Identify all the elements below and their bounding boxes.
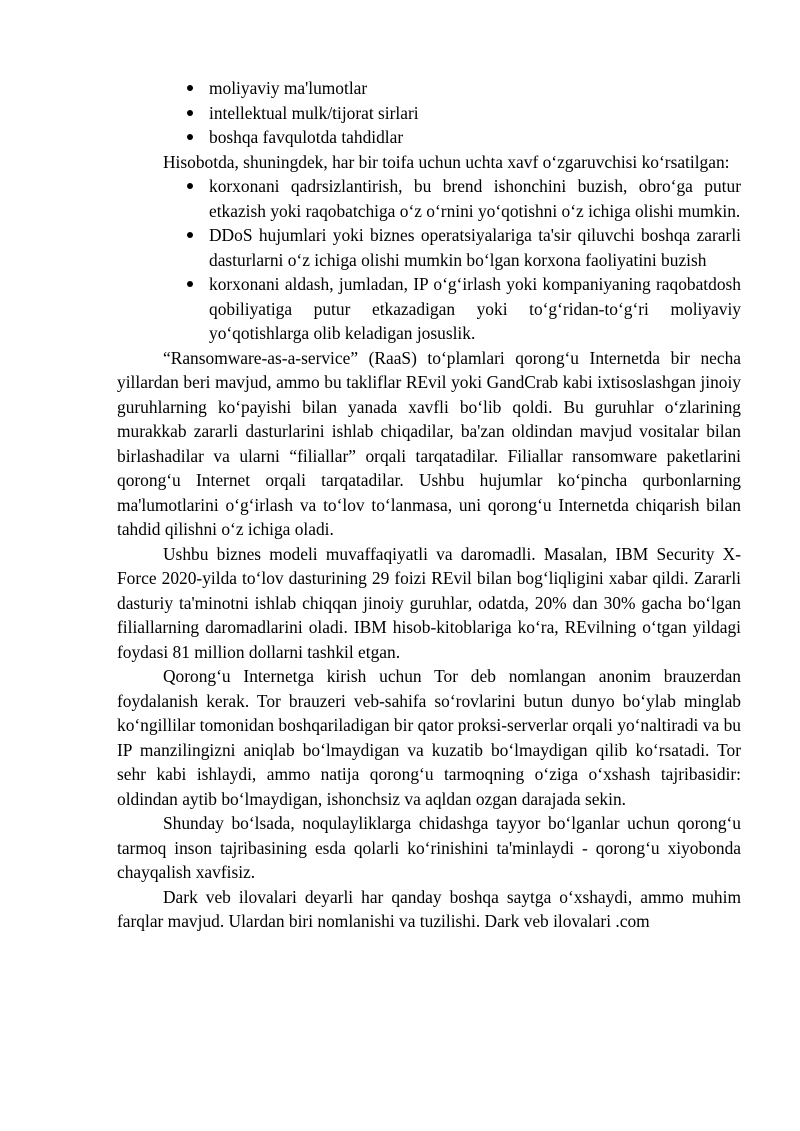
list-item [117, 76, 741, 101]
paragraph-tor: Qorong‘u Internetga kirish uchun Tor deb nomlangan anonim brauzerdan foydalanish kerak. Tor brauzeri veb-sahifa so‘rovlarini butun dunyo bo‘ylab minglab ko‘ngillilar tomonidan boshqariladigan bir qator proksi-serverlar orqali yo‘naltiradi va bu IP manzilingizni aniqlab bo‘lmaydigan va kuzatib bo‘lmaydigan qilib ko‘rsatadi. Tor sehr kabi ishlaydi, ammo natija qorong‘u tarmoqning o‘ziga o‘xshash tajribasidir: oldindan aytib bo‘lmaydigan, ishonchsiz va aqldan ozgan darajada sekin. [117, 666, 741, 809]
list-item-text: DDoS hujumlari yoki biznes operatsiyalariga ta'sir qiluvchi boshqa zararli dasturlarni o‘z ichiga olishi mumkin bo‘lgan korxona faoliyatini buzish [209, 225, 741, 270]
paragraph-business-model: Ushbu biznes modeli muvaffaqiyatli va daromadli. Masalan, IBM Security X-Force 2020-yilda to‘lov dasturining 29 foizi REvil bilan bog‘liqligini xabar qildi. Zararli dasturiy ta'minotni ishlab chiqqan jinoiy guruhlar, odatda, 20% dan 30% gacha bo‘lgan filiallarning daromadlarini oladi. IBM hisob-kitoblariga ko‘ra, REvilning o‘tgan yildagi foydasi 81 million dollarni tashkil etgan. [117, 543, 741, 662]
paragraph-raas: “Ransomware-as-a-service” (RaaS) to‘plamlari qorong‘u Internetda bir necha yillardan beri mavjud, ammo bu takliflar REvil yoki GandCrab kabi ixtisoslashgan jinoiy guruhlarning ko‘payishi bilan yanada xavfli bo‘lib qoldi. Bu guruhlar o‘zlarining murakkab zararli dasturlarini ishlab chiqadilar, ba'zan oldindan mavjud vositalar bilan birlashadilar va ularni “filiallar” orqali tarqatadilar. Filiallar ransomware paketlarini qorong‘u Internet orqali tarqatadilar. Ushbu hujumlar ko‘pincha qurbonlarning ma'lumotlarini o‘g‘irlash va to‘lov to‘lanmasa, uni qorong‘u Internetda chiqarish bilan tahdid qilishni o‘z ichiga oladi. [117, 347, 741, 539]
paragraph-intro: Hisobotda, shuningdek, har bir toifa uchun uchta xavf o‘zgaruvchisi ko‘rsatilgan: [163, 151, 730, 172]
list-item [117, 125, 741, 150]
list-item [117, 101, 741, 126]
paragraph-dark-web: Dark veb ilovalari deyarli har qanday boshqa saytga o‘xshaydi, ammo muhim farqlar mavjud. Ulardan biri nomlanishi va tuzilishi. Dark veb ilovalari .com [117, 886, 741, 931]
bullet-icon [187, 85, 193, 91]
bullet-icon [187, 232, 193, 238]
list-item-text: moliyaviy ma'lumotlar [209, 78, 368, 98]
list-item-text: korxonani qadrsizlantirish, bu brend ishonchini buzish, obro‘ga putur etkazish yoki raqobatchiga o‘z o‘rnini yo‘qotishni o‘z ichiga olishi mumkin. [209, 176, 741, 221]
list-item [117, 223, 741, 272]
bullet-icon [187, 134, 193, 140]
list-item [117, 174, 741, 223]
list-item-text: korxonani aldash, jumladan, IP o‘g‘irlash yoki kompaniyaning raqobatdosh qobiliyatiga putur etkazadigan yoki to‘g‘ridan-to‘g‘ri moliyaviy yo‘qotishlarga olib keladigan josuslik. [209, 274, 741, 343]
paragraph-shunday: Shunday bo‘lsada, noqulayliklarga chidashga tayyor bo‘lganlar uchun qorong‘u tarmoq inson tajribasining esda qolarli ko‘rinishini ta'minlaydi - qorong‘u xiyobonda chayqalish xavfisiz. [117, 813, 741, 882]
document-page [117, 76, 741, 934]
list-item-text: intellektual mulk/tijorat sirlari [209, 102, 419, 123]
bullet-icon [187, 281, 193, 287]
bullet-icon [187, 183, 193, 189]
list-item [117, 272, 741, 346]
bullet-list-risks [117, 174, 741, 346]
list-item-text: boshqa favqulotda tahdidlar [209, 127, 404, 147]
bullet-icon [187, 110, 193, 116]
bullet-list-data-types [117, 76, 741, 150]
